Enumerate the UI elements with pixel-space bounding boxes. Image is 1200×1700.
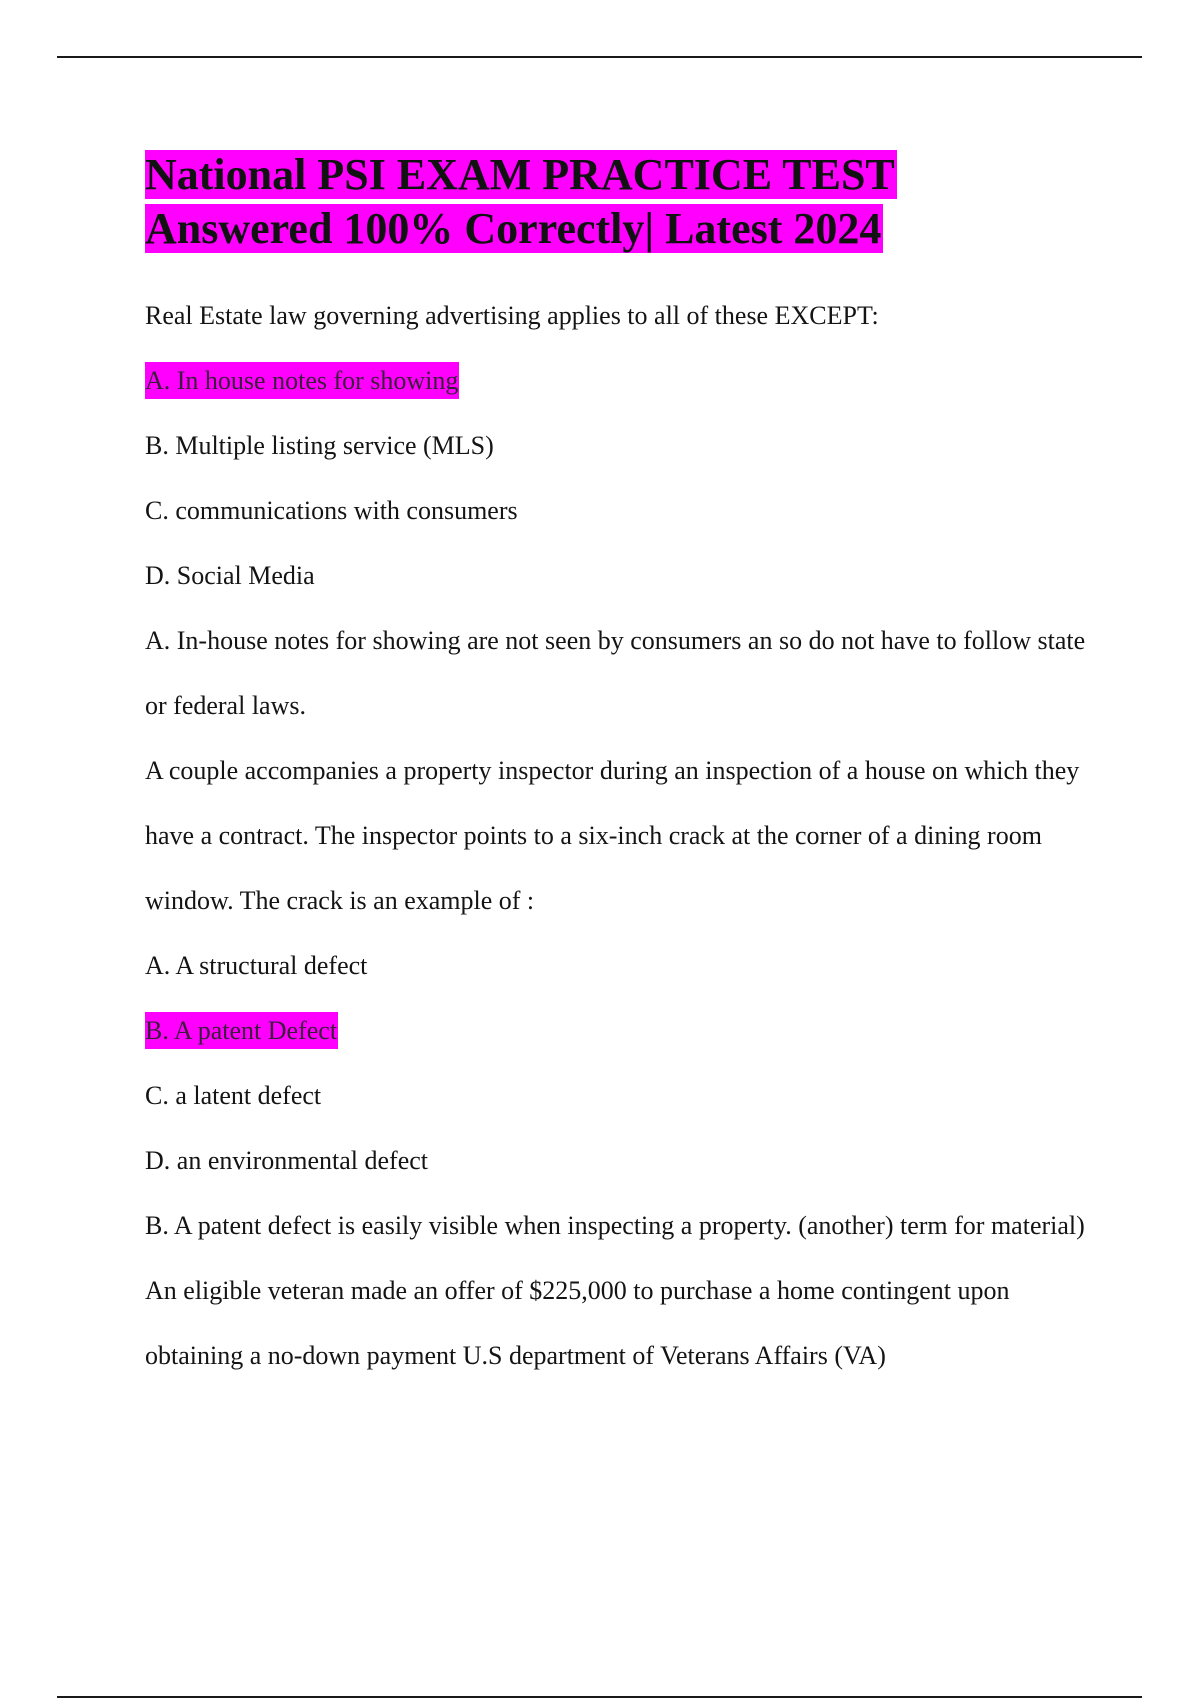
document-body bbox=[145, 148, 1105, 1388]
question-1-option-b: B. Multiple listing service (MLS) bbox=[145, 431, 494, 460]
question-2-text: A couple accompanies a property inspector during an inspection of a house on which they have a contract. The inspector points to a six-inch crack at the corner of a dining room window. The crack is an example of : bbox=[145, 756, 1080, 915]
question-2-option-c: C. a latent defect bbox=[145, 1081, 322, 1110]
title-line-2: Answered 100% Correctly| Latest 2024 bbox=[145, 204, 882, 253]
question-1-option-c: C. communications with consumers bbox=[145, 496, 518, 525]
question-2-explanation: B. A patent defect is easily visible when inspecting a property. (another) term for material) bbox=[145, 1211, 1085, 1240]
question-2-option-a: A. A structural defect bbox=[145, 951, 368, 980]
question-1-explanation: A. In-house notes for showing are not seen by consumers an so do not have to follow state or federal laws. bbox=[145, 626, 1086, 720]
question-1-option-d: D. Social Media bbox=[145, 561, 315, 590]
document-title bbox=[145, 148, 1105, 256]
title-line-1: National PSI EXAM PRACTICE TEST bbox=[145, 150, 895, 199]
question-2-option-b bbox=[145, 998, 1105, 1063]
question-3-text: An eligible veteran made an offer of $225,000 to purchase a home contingent upon obtaining a no-down payment U.S department of Veterans Affairs (VA) bbox=[145, 1276, 1010, 1370]
correct-answer-highlight: B. A patent Defect bbox=[145, 1012, 338, 1049]
bottom-rule bbox=[57, 1696, 1142, 1698]
question-2-option-d: D. an environmental defect bbox=[145, 1146, 428, 1175]
question-1-text: Real Estate law governing advertising applies to all of these EXCEPT: bbox=[145, 301, 879, 330]
top-rule bbox=[57, 56, 1142, 58]
question-1-option-a bbox=[145, 348, 1105, 413]
correct-answer-highlight: A. In house notes for showing bbox=[145, 362, 459, 399]
